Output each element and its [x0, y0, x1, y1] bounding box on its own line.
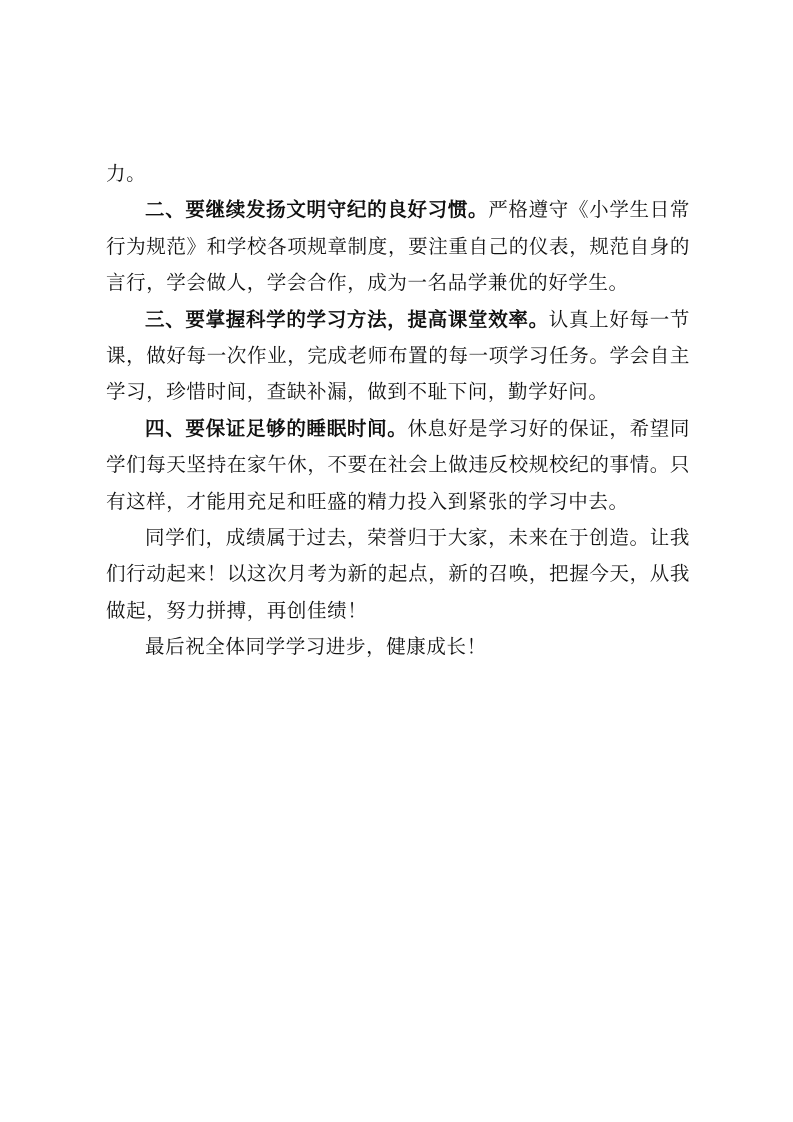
paragraph-lead: 三、要掌握科学的学习方法，提高课堂效率。 — [145, 307, 549, 331]
paragraph-continuation — [106, 156, 690, 192]
paragraph-text: 严格遵守《小学生日常行为规范》和学校各项规章制度，要注重自己的仪表，规范自身的言行，学会做人，学会合作，成为一名品学兼优的好学生。 — [106, 198, 690, 295]
paragraph-lead: 二、要继续发扬文明守纪的良好习惯。 — [145, 198, 489, 222]
paragraph-lead: 四、要保证足够的睡眠时间。 — [145, 416, 408, 440]
document-body — [106, 156, 690, 666]
paragraph-call-to-action — [106, 520, 690, 629]
paragraph-text: 最后祝全体同学学习进步，健康成长！ — [145, 635, 487, 659]
paragraph-closing-wish — [106, 629, 690, 665]
paragraph-study-method — [106, 302, 690, 411]
paragraph-text: 力。 — [106, 162, 147, 185]
paragraph-text: 同学们，成绩属于过去，荣誉归于大家，未来在于创造。让我们行动起来！以这次月考为新的起点，新的召唤，把握今天，从我做起，努力拼搏，再创佳绩！ — [106, 526, 690, 622]
paragraph-text: 认真上好每一节课，做好每一次作业，完成老师布置的每一项学习任务。学会自主学习，珍惜时间，查缺补漏，做到不耻下问，勤学好问。 — [106, 307, 690, 404]
paragraph-discipline — [106, 192, 690, 301]
paragraph-sleep — [106, 411, 690, 520]
paragraph-text: 休息好是学习好的保证，希望同学们每天坚持在家午休，不要在社会上做违反校规校纪的事情。只有这样，才能用充足和旺盛的精力投入到紧张的学习中去。 — [106, 416, 690, 513]
